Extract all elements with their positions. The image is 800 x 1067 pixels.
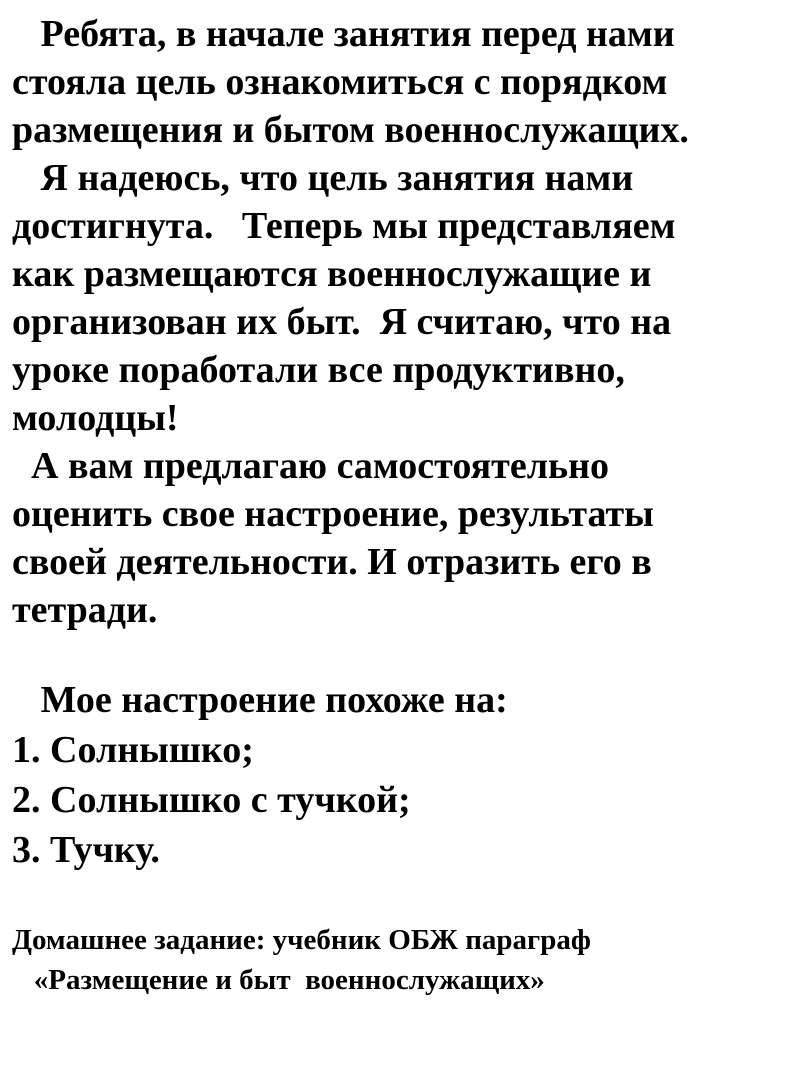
text-line: молодцы! <box>12 397 179 439</box>
text-line: оценить свое настроение, результаты <box>12 493 654 535</box>
reflection-paragraph <box>12 442 792 634</box>
text-line: Ребята, в начале занятия перед нами <box>12 13 675 55</box>
text-line: достигнута. Теперь мы представляем <box>12 205 676 247</box>
homework-line: Домашнее задание: учебник ОБЖ параграф <box>12 924 591 956</box>
text-line: размещения и бытом военнослужащих. <box>12 109 689 151</box>
mood-option: 3. Тучку. <box>12 829 160 871</box>
intro-paragraph <box>12 10 792 154</box>
text-line: стояла цель ознакомиться с порядком <box>12 61 668 103</box>
conclusion-paragraph <box>12 154 792 442</box>
text-line: организован их быт. Я считаю, что на <box>12 301 672 343</box>
mood-option: 2. Солнышко с тучкой; <box>12 779 411 821</box>
mood-heading: Мое настроение похоже на: <box>12 679 508 721</box>
text-line: как размещаются военнослужащие и <box>12 253 652 295</box>
text-line: тетради. <box>12 589 158 631</box>
text-line: уроке поработали все продуктивно, <box>12 349 625 391</box>
text-line: Я надеюсь, что цель занятия нами <box>12 157 634 199</box>
mood-list <box>12 676 792 874</box>
slide-content <box>12 10 792 1000</box>
text-line: своей деятельности. И отразить его в <box>12 541 652 583</box>
text-line: А вам предлагаю самостоятельно <box>12 445 609 487</box>
homework-note <box>12 920 792 1000</box>
homework-line: «Размещение и быт военнослужащих» <box>12 964 545 996</box>
mood-option: 1. Солнышко; <box>12 729 254 771</box>
